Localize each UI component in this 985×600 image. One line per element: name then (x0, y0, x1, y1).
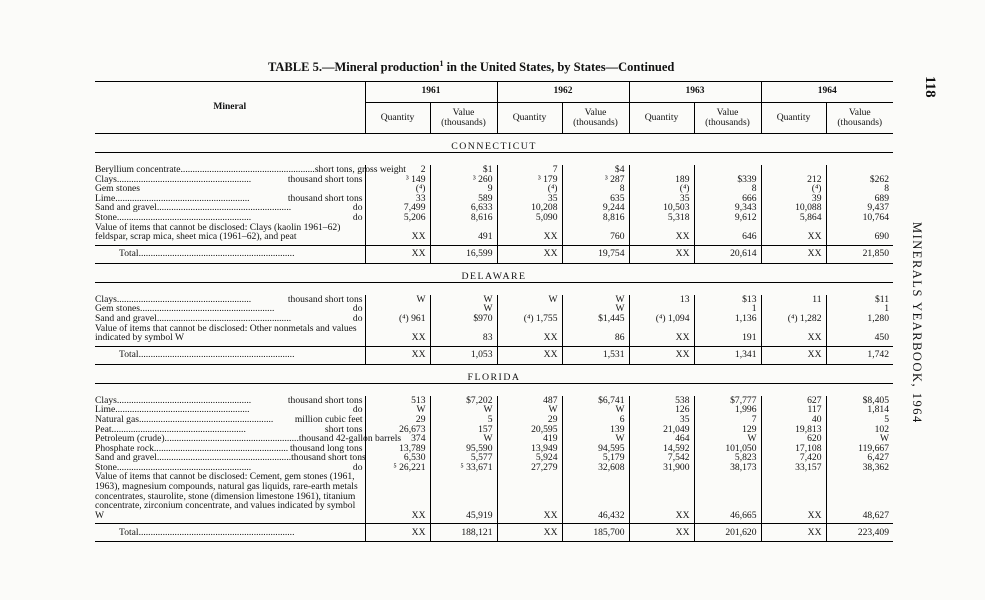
total-value-cell: 223,409 (826, 524, 893, 542)
quantity-cell: 627 (761, 396, 826, 406)
value-cell: 101,050 (694, 444, 761, 454)
value-cell: 9,343 (694, 203, 761, 213)
quantity-cell: 126 (629, 405, 694, 415)
unit-label: thousand long tons (290, 442, 363, 454)
total-quantity-cell: XX (629, 245, 694, 263)
mineral-column-header: Mineral (95, 82, 365, 134)
value-cell: 1 (694, 304, 761, 314)
value-cell: 46,665 (694, 472, 761, 523)
quantity-cell: W (497, 295, 562, 305)
quantity-cell: 27,279 (497, 463, 562, 473)
value-cell: W (430, 295, 497, 305)
mineral-name: Gem stones (95, 183, 141, 195)
quantity-cell: ³ 149 (365, 175, 430, 185)
unit-label: thousand short tons (287, 394, 363, 406)
gap-cell (95, 383, 893, 396)
unit-label: million cubic feet (294, 413, 363, 425)
leader-dots: ........................................................ (156, 202, 292, 214)
quantity-cell: XX (497, 223, 562, 246)
year-header: 1963 (629, 82, 761, 103)
quantity-cell: 21,049 (629, 425, 694, 435)
quantity-header: Quantity (629, 103, 694, 134)
value-cell: 635 (562, 194, 629, 204)
quantity-cell: XX (497, 324, 562, 347)
quantity-cell: W (497, 405, 562, 415)
value-cell: W (826, 434, 893, 444)
unit-label: do (352, 312, 363, 324)
mineral-cell (95, 324, 365, 347)
quantity-cell: W (365, 405, 430, 415)
value-cell: ³ 287 (562, 175, 629, 185)
gap-cell (95, 282, 893, 295)
quantity-cell: 189 (629, 175, 694, 185)
value-cell: 5,577 (430, 453, 497, 463)
value-cell: 119,667 (826, 444, 893, 454)
leader-dots: ........................................................ (164, 433, 299, 445)
total-value-cell: 201,620 (694, 524, 761, 542)
unit-label: do (352, 404, 363, 416)
total-row (95, 346, 893, 364)
quantity-cell: 35 (629, 194, 694, 204)
quantity-cell: XX (761, 324, 826, 347)
mineral-name: Clays (95, 173, 117, 185)
state-heading: DELAWARE (95, 263, 893, 282)
quantity-cell: XX (629, 472, 694, 523)
value-cell: 491 (430, 223, 497, 246)
leader-dots: ........................................................ (138, 413, 274, 425)
value-cell: $339 (694, 175, 761, 185)
total-value-cell: 1,053 (430, 346, 497, 364)
total-value-cell: 20,614 (694, 245, 761, 263)
quantity-cell: 19,813 (761, 425, 826, 435)
total-value-cell: 1,341 (694, 346, 761, 364)
leader-dots: ................................................................. (138, 527, 295, 539)
value-cell: $6,741 (562, 396, 629, 406)
total-quantity-cell: XX (365, 346, 430, 364)
year-header: 1961 (365, 82, 497, 103)
value-cell: 9,612 (694, 213, 761, 223)
total-label (95, 346, 365, 364)
value-cell: 83 (430, 324, 497, 347)
mineral-name: Value of items that cannot be disclosed: Clays (kaolin 1961–62) feldspar, scrap mica, sheet mica (1961–62), and peat (95, 221, 341, 243)
mineral-cell (95, 223, 365, 246)
unit-label: thousand short tons (287, 173, 363, 185)
total-quantity-cell: XX (761, 346, 826, 364)
value-cell: ⁵ 33,671 (430, 463, 497, 473)
value-cell: 8 (562, 184, 629, 194)
value-cell: 9,244 (562, 203, 629, 213)
value-cell: W (562, 434, 629, 444)
unit-label: do (352, 202, 363, 214)
value-cell: 666 (694, 194, 761, 204)
total-quantity-cell: XX (629, 524, 694, 542)
value-header-line2: (thousands) (705, 117, 750, 128)
value-cell: 9 (430, 184, 497, 194)
value-cell: $7,202 (430, 396, 497, 406)
value-cell: 690 (826, 223, 893, 246)
quantity-cell: 487 (497, 396, 562, 406)
mineral-name: Clays (95, 394, 117, 406)
mineral-production-table (95, 81, 893, 542)
quantity-cell: 40 (761, 415, 826, 425)
value-cell: $7,777 (694, 396, 761, 406)
value-cell: $11 (826, 295, 893, 305)
unit-label: short tons (324, 423, 363, 435)
value-cell: $1,445 (562, 314, 629, 324)
page-number: 118 (922, 76, 938, 98)
state-row (95, 263, 893, 282)
value-cell: 1 (826, 304, 893, 314)
value-cell: 6,427 (826, 453, 893, 463)
quantity-cell: ³ 179 (497, 175, 562, 185)
quantity-cell: XX (365, 223, 430, 246)
quantity-cell: 464 (629, 434, 694, 444)
total-label-line (119, 249, 363, 259)
total-row (95, 245, 893, 263)
quantity-cell: 6,530 (365, 453, 430, 463)
quantity-cell: 14,592 (629, 444, 694, 454)
value-cell: 760 (562, 223, 629, 246)
quantity-cell: 5,924 (497, 453, 562, 463)
value-cell: 95,590 (430, 444, 497, 454)
quantity-cell: 7,542 (629, 453, 694, 463)
value-cell: 45,919 (430, 472, 497, 523)
value-cell: 8 (826, 184, 893, 194)
quantity-cell: XX (761, 472, 826, 523)
quantity-cell: 7 (497, 165, 562, 175)
value-cell: $4 (562, 165, 629, 175)
unit-label: do (352, 303, 363, 315)
quantity-cell: 33 (365, 194, 430, 204)
value-cell: $13 (694, 295, 761, 305)
quantity-cell: (⁴) (497, 184, 562, 194)
value-cell: 5,179 (562, 453, 629, 463)
total-quantity-cell: XX (761, 524, 826, 542)
quantity-cell: 374 (365, 434, 430, 444)
value-cell: 5,823 (694, 453, 761, 463)
table-row (95, 472, 893, 523)
state-row (95, 134, 893, 153)
value-header-line1: Value (584, 106, 607, 118)
quantity-cell: 7,420 (761, 453, 826, 463)
leader-dots: ........................................................ (115, 404, 250, 416)
value-cell: 1,996 (694, 405, 761, 415)
unit-label: thousand 42-gallon barrels (298, 433, 402, 445)
unit-label: do (352, 211, 363, 223)
quantity-cell: 10,503 (629, 203, 694, 213)
leader-dots: ........................................................ (116, 211, 252, 223)
quantity-cell: 11 (761, 295, 826, 305)
quantity-cell: 117 (761, 405, 826, 415)
unit-label: thousand short tons (287, 293, 363, 305)
quantity-cell: (⁴) (761, 184, 826, 194)
value-cell: 129 (694, 425, 761, 435)
quantity-cell: 10,088 (761, 203, 826, 213)
value-cell: 94,595 (562, 444, 629, 454)
quantity-cell: 5,864 (761, 213, 826, 223)
quantity-cell: XX (365, 472, 430, 523)
quantity-cell: 5,090 (497, 213, 562, 223)
quantity-cell: W (365, 295, 430, 305)
total-value-cell: 185,700 (562, 524, 629, 542)
value-cell: ³ 260 (430, 175, 497, 185)
value-cell: 7 (694, 415, 761, 425)
value-header (826, 103, 893, 134)
leader-dots: ........................................................ (156, 312, 292, 324)
leader-dots: ........................................................ (116, 293, 252, 305)
value-header-line2: (thousands) (441, 117, 486, 128)
total-quantity-cell: XX (497, 524, 562, 542)
state-heading: CONNECTICUT (95, 134, 893, 153)
value-cell: 102 (826, 425, 893, 435)
leader-dots: ................................................................. (138, 349, 295, 361)
mineral-name: Stone (95, 461, 117, 473)
table-row (95, 324, 893, 347)
total-value-cell: 1,742 (826, 346, 893, 364)
running-head: MINERALS YEARBOOK, 1964 (910, 222, 924, 424)
leader-dots: ........................................................ (116, 461, 252, 473)
leader-dots: ........................................................ (180, 164, 315, 175)
mineral-name: Lime (95, 192, 116, 204)
mineral-label-line (95, 472, 363, 520)
section-gap (95, 282, 893, 295)
section-gap (95, 383, 893, 396)
quantity-cell: XX (629, 324, 694, 347)
total-quantity-cell: XX (497, 346, 562, 364)
value-cell: 1,136 (694, 314, 761, 324)
mineral-name: Value of items that cannot be disclosed: Cement, gem stones (1961, 1963), magnesium compounds, natural gas liquids, rare-earth metals concentrates, staurolite, stone (dimension limestone 1961), titanium concentrate, zirconium concentrate, and values indicated by symbol W (95, 471, 358, 521)
total-value-cell: 188,121 (430, 524, 497, 542)
quantity-cell: XX (761, 223, 826, 246)
quantity-header: Quantity (497, 103, 562, 134)
quantity-cell: ⁵ 26,221 (365, 463, 430, 473)
mineral-name: Gem stones (95, 303, 141, 315)
quantity-cell: (⁴) 961 (365, 314, 430, 324)
quantity-header: Quantity (761, 103, 826, 134)
value-cell: 8,816 (562, 213, 629, 223)
value-cell: 589 (430, 194, 497, 204)
value-header (562, 103, 629, 134)
total-value-cell: 19,754 (562, 245, 629, 263)
quantity-cell: 31,900 (629, 463, 694, 473)
table-row (95, 175, 893, 185)
quantity-cell: 17,108 (761, 444, 826, 454)
unit-label: thousand short tons (287, 192, 363, 204)
total-label (95, 245, 365, 263)
mineral-name: Sand and gravel (95, 452, 157, 464)
quantity-cell: 2 (365, 165, 430, 175)
table-row (95, 223, 893, 246)
quantity-cell: 29 (497, 415, 562, 425)
quantity-cell: 513 (365, 396, 430, 406)
value-cell: 8,616 (430, 213, 497, 223)
value-cell: 9,437 (826, 203, 893, 213)
quantity-cell: 5,206 (365, 213, 430, 223)
value-cell: 689 (826, 194, 893, 204)
state-row (95, 364, 893, 383)
value-cell: $262 (826, 175, 893, 185)
value-header-line2: (thousands) (837, 117, 883, 128)
quantity-cell: 620 (761, 434, 826, 444)
value-header-line1: Value (716, 106, 739, 118)
total-value-cell: 21,850 (826, 245, 893, 263)
quantity-cell: 35 (629, 415, 694, 425)
value-cell: W (562, 405, 629, 415)
quantity-cell: XX (497, 472, 562, 523)
value-header (430, 103, 497, 134)
value-cell: W (562, 295, 629, 305)
total-quantity-cell: XX (497, 245, 562, 263)
quantity-cell: (⁴) 1,282 (761, 314, 826, 324)
total-row (95, 524, 893, 542)
quantity-cell: 39 (761, 194, 826, 204)
leader-dots: ................................................................. (138, 248, 295, 260)
total-quantity-cell: XX (365, 524, 430, 542)
quantity-cell: 35 (497, 194, 562, 204)
value-cell: W (430, 434, 497, 444)
value-cell: 48,627 (826, 472, 893, 523)
quantity-cell: 26,673 (365, 425, 430, 435)
value-cell: 5 (826, 415, 893, 425)
quantity-cell: 7,499 (365, 203, 430, 213)
value-cell: 32,608 (562, 463, 629, 473)
mineral-name: Sand and gravel (95, 202, 157, 214)
quantity-cell: 212 (761, 175, 826, 185)
unit-label: do (352, 461, 363, 473)
value-header (694, 103, 761, 134)
mineral-name: Petroleum (crude) (95, 433, 165, 445)
mineral-name: Value of items that cannot be disclosed: Other nonmetals and values indicated by symbol W (95, 322, 357, 344)
value-cell: 86 (562, 324, 629, 347)
total-value-cell: 1,531 (562, 346, 629, 364)
value-cell: 1,280 (826, 314, 893, 324)
leader-dots: ........................................................ (140, 303, 275, 315)
mineral-cell (95, 472, 365, 523)
state-heading: FLORIDA (95, 364, 893, 383)
quantity-cell: 5,318 (629, 213, 694, 223)
leader-dots: ........................................................ (153, 442, 289, 454)
total-text: Total (119, 248, 139, 260)
value-cell: 8 (694, 184, 761, 194)
mineral-name: Clays (95, 293, 117, 305)
quantity-cell: 13,789 (365, 444, 430, 454)
value-cell: W (430, 304, 497, 314)
value-cell: 38,173 (694, 463, 761, 473)
leader-dots: ........................................................ (116, 394, 252, 406)
quantity-cell: 10,208 (497, 203, 562, 213)
unit-label: short tons, gross weight (314, 164, 406, 175)
total-quantity-cell: XX (761, 245, 826, 263)
value-cell: 6,633 (430, 203, 497, 213)
mineral-name: Peat (95, 423, 112, 435)
value-cell: 191 (694, 324, 761, 347)
value-cell: 46,432 (562, 472, 629, 523)
value-cell: $1 (430, 165, 497, 175)
value-header-line2: (thousands) (573, 117, 618, 128)
value-cell: $970 (430, 314, 497, 324)
leader-dots: ........................................................ (115, 192, 250, 204)
value-cell: 6 (562, 415, 629, 425)
value-cell: $8,405 (826, 396, 893, 406)
total-quantity-cell: XX (365, 245, 430, 263)
quantity-cell: 538 (629, 396, 694, 406)
year-header-row (95, 82, 893, 103)
quantity-cell: 20,595 (497, 425, 562, 435)
quantity-cell: (⁴) 1,094 (629, 314, 694, 324)
value-cell: 646 (694, 223, 761, 246)
quantity-cell: 13,949 (497, 444, 562, 454)
unit-label: thousand short tons (291, 452, 366, 464)
value-cell: W (430, 405, 497, 415)
value-cell: 10,764 (826, 213, 893, 223)
value-cell: 139 (562, 425, 629, 435)
mineral-name: Beryllium concentrate (95, 164, 181, 175)
leader-dots: ........................................................ (116, 173, 252, 185)
quantity-cell: 13 (629, 295, 694, 305)
mineral-name: Sand and gravel (95, 312, 157, 324)
value-cell: 5 (430, 415, 497, 425)
mineral-name: Natural gas (95, 413, 139, 425)
value-cell: 157 (430, 425, 497, 435)
total-value-cell: 16,599 (430, 245, 497, 263)
value-cell: 450 (826, 324, 893, 347)
table-title: TABLE 5.—Mineral production$^1$ in the United States, by States—Continued (268, 59, 675, 75)
mineral-name: Stone (95, 211, 117, 223)
quantity-header: Quantity (365, 103, 430, 134)
year-header: 1964 (761, 82, 893, 103)
total-label-line (119, 350, 363, 360)
value-cell: W (562, 304, 629, 314)
quantity-cell: XX (365, 324, 430, 347)
value-cell: W (694, 434, 761, 444)
value-cell: 38,362 (826, 463, 893, 473)
total-label-line (119, 528, 363, 538)
mineral-name: Phosphate rock (95, 442, 154, 454)
value-header-line1: Value (452, 106, 475, 118)
leader-dots: ........................................................ (111, 423, 246, 435)
mineral-label-line (95, 223, 363, 242)
total-text: Total (119, 527, 139, 539)
total-text: Total (119, 349, 139, 361)
mineral-label-line (95, 324, 363, 343)
year-header: 1962 (497, 82, 629, 103)
quantity-cell: (⁴) (365, 184, 430, 194)
quantity-cell: 29 (365, 415, 430, 425)
quantity-cell: (⁴) (629, 184, 694, 194)
mineral-name: Lime (95, 404, 116, 416)
value-cell: 1,814 (826, 405, 893, 415)
total-label (95, 524, 365, 542)
quantity-cell: 33,157 (761, 463, 826, 473)
quantity-cell: XX (629, 223, 694, 246)
quantity-cell: (⁴) 1,755 (497, 314, 562, 324)
quantity-cell: 419 (497, 434, 562, 444)
total-quantity-cell: XX (629, 346, 694, 364)
leader-dots: ........................................................ (156, 452, 292, 464)
value-header-line1: Value (848, 106, 871, 118)
